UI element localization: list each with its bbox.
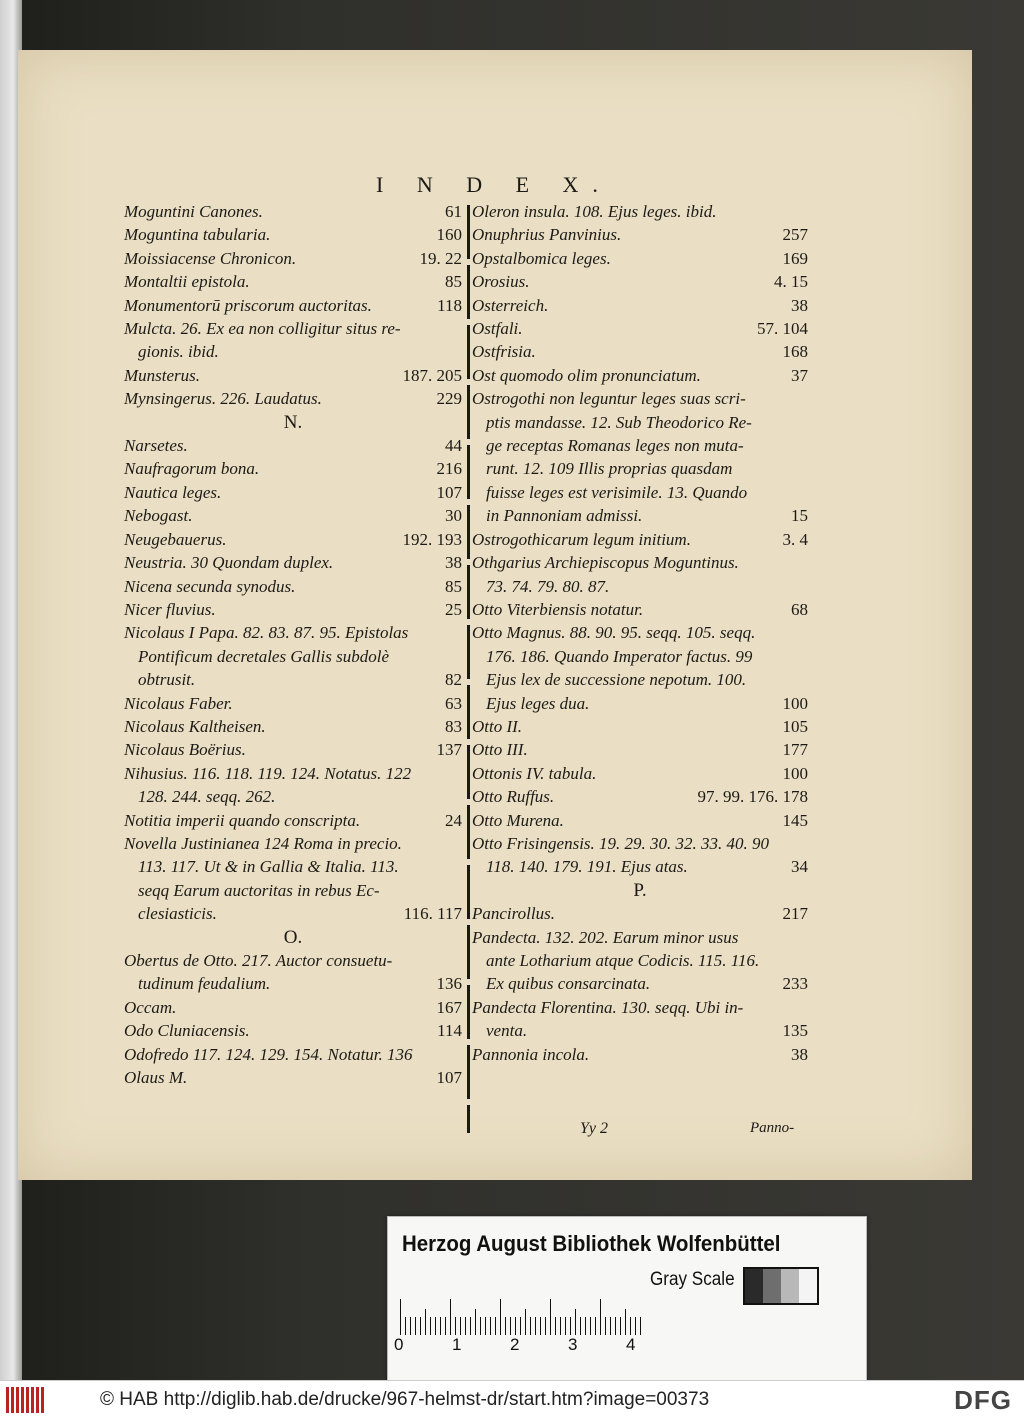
index-entry [472, 972, 808, 995]
index-entry [472, 715, 808, 738]
entry-text: Otto Frisingensis. 19. 29. 30. 32. 33. 40. 90 [472, 833, 770, 853]
entry-text: Ostfali. [472, 319, 523, 339]
column-divider [467, 205, 470, 1133]
entry-page-number: 100 [782, 693, 808, 713]
ruler-tick [480, 1317, 481, 1335]
entry-page-number: 118 [437, 295, 462, 315]
ruler-tick [430, 1317, 431, 1335]
entry-text: Obertus de Otto. 217. Auctor consuetu- [124, 951, 393, 970]
entry-text: venta. [486, 1021, 528, 1041]
entry-text: in Pannoniam admissi. [486, 506, 643, 526]
entry-text: Neustria. 30 Quondam duplex. [124, 553, 334, 573]
entry-text: Otto Viterbiensis notatur. [472, 599, 644, 619]
ruler-tick [510, 1317, 511, 1335]
ruler-tick [595, 1317, 596, 1335]
ruler-number: 0 [394, 1335, 404, 1354]
index-entry [124, 551, 462, 574]
ruler-tick [625, 1309, 626, 1335]
entry-text: Nicolaus Boërius. [124, 740, 246, 760]
gray-swatch [745, 1269, 763, 1303]
index-entry [124, 457, 462, 480]
ruler-tick [550, 1299, 551, 1335]
index-entry [472, 223, 808, 246]
ruler-tick [535, 1317, 536, 1335]
index-entry [472, 785, 808, 808]
ruler-tick [450, 1299, 451, 1335]
index-entry [124, 621, 462, 644]
index-entry [124, 738, 462, 761]
index-entry [124, 481, 462, 504]
index-entry [124, 317, 462, 340]
index-entry [472, 457, 808, 480]
entry-text: Ottonis IV. tabula. [472, 763, 597, 783]
ruler-tick [435, 1317, 436, 1335]
ruler-numbers [394, 1335, 654, 1357]
index-entry [124, 972, 462, 995]
ruler-tick [470, 1317, 471, 1335]
entry-page-number: 82 [445, 670, 462, 690]
ruler-tick [515, 1317, 516, 1335]
entry-text: Nicena secunda synodus. [124, 576, 296, 596]
entry-text: ptis mandasse. 12. Sub Theodorico Re- [486, 412, 752, 432]
index-entry [124, 692, 462, 715]
entry-page-number: 100 [782, 763, 808, 783]
entry-text: Nicer fluvius. [124, 599, 216, 619]
entry-text: Moguntina tabularia. [124, 225, 271, 245]
ruler-tick [590, 1317, 591, 1335]
ruler-tick [490, 1317, 491, 1335]
index-entry [124, 715, 462, 738]
entry-text: 128. 244. seqq. 262. [138, 787, 276, 807]
ruler-tick [610, 1317, 611, 1335]
index-entry [472, 738, 808, 761]
entry-text: Moissiacense Chronicon. [124, 248, 297, 268]
entry-page-number: 38 [445, 553, 462, 573]
entry-page-number: 34 [791, 857, 808, 877]
index-entry [472, 902, 808, 925]
entry-page-number: 177 [782, 740, 808, 760]
index-entry [124, 364, 462, 387]
index-entry [472, 598, 808, 621]
index-entry [124, 598, 462, 621]
signature-mark: Yy 2 [580, 1120, 608, 1137]
viewer-footer [0, 1380, 1024, 1420]
index-entry [472, 1043, 808, 1066]
entry-text: Naufragorum bona. [124, 459, 260, 479]
index-entry [472, 996, 808, 1019]
index-entry [124, 949, 462, 972]
entry-text: Nicolaus I Papa. 82. 83. 87. 95. Epistolas [124, 623, 409, 643]
index-entry [472, 528, 808, 551]
index-entry [472, 621, 808, 644]
entry-page-number: 160 [436, 225, 462, 245]
entry-page-number: 15 [791, 506, 808, 526]
index-entry [124, 247, 462, 270]
hab-logo-icon [6, 1387, 46, 1413]
ruler-number: 1 [452, 1335, 462, 1354]
entry-page-number: 116. 117 [403, 904, 462, 924]
index-entry [124, 645, 462, 668]
index-entry [472, 387, 808, 410]
index-entry [124, 528, 462, 551]
ruler-number: 4 [626, 1335, 636, 1354]
index-entry [472, 364, 808, 387]
entry-page-number: 97. 99. 176. 178 [697, 787, 808, 807]
entry-text: N. [283, 411, 303, 433]
entry-page-number: 3. 4 [782, 529, 808, 549]
entry-text: Montaltii epistola. [124, 272, 250, 292]
entry-text: fuisse leges est verisimile. 13. Quando [486, 482, 748, 502]
index-entry [472, 317, 808, 340]
index-entry [124, 785, 462, 808]
ruler-tick [605, 1317, 606, 1335]
index-entry [124, 668, 462, 691]
index-entry [472, 926, 808, 949]
entry-text: Nicolaus Faber. [124, 693, 233, 713]
entry-page-number: 44 [445, 436, 462, 456]
entry-text: Olaus M. [124, 1068, 188, 1088]
ruler-tick [420, 1317, 421, 1335]
entry-text: Ost quomodo olim pronunciatum. [472, 365, 701, 385]
entry-text: Munsterus. [124, 365, 201, 385]
ruler-tick [440, 1317, 441, 1335]
entry-page-number: 217 [782, 904, 808, 924]
ruler-tick [555, 1317, 556, 1335]
index-entry [472, 645, 808, 668]
ruler-tick [410, 1317, 411, 1335]
index-entry [472, 762, 808, 785]
entry-page-number: 169 [782, 248, 808, 268]
entry-text: clesiasticis. [138, 904, 217, 924]
entry-page-number: 68 [791, 599, 808, 619]
index-entry [472, 949, 808, 972]
index-entry [472, 1019, 808, 1042]
entry-text: Nautica leges. [124, 482, 222, 502]
ruler-tick [525, 1309, 526, 1335]
entry-page-number: 85 [445, 272, 462, 292]
entry-text: Occam. [124, 997, 177, 1017]
entry-page-number: 187. 205 [402, 365, 462, 385]
index-entry [472, 504, 808, 527]
ruler-tick [405, 1317, 406, 1335]
entry-text: gionis. ibid. [138, 342, 219, 362]
dfg-logo: DFG [954, 1385, 1012, 1415]
ruler-tick [570, 1317, 571, 1335]
entry-text: Moguntini Canones. [124, 202, 263, 221]
ruler-tick [545, 1317, 546, 1335]
entry-page-number: 30 [445, 506, 462, 526]
ruler-tick [615, 1317, 616, 1335]
footer-url[interactable]: © HAB http://diglib.hab.de/drucke/967-helmst-dr/start.htm?image=00373 [100, 1389, 710, 1410]
entry-page-number: 135 [782, 1021, 808, 1041]
ruler-tick [460, 1317, 461, 1335]
entry-page-number: 136 [436, 974, 462, 994]
entry-text: Mynsingerus. 226. Laudatus. [124, 389, 322, 409]
entry-text: Pontificum decretales Gallis subdolè [138, 646, 390, 666]
entry-text: seqq Earum auctoritas in rebus Ec- [138, 880, 380, 900]
entry-text: 113. 117. Ut & in Gallia & Italia. 113. [138, 857, 399, 877]
section-letter [124, 411, 462, 434]
entry-text: Ostfrisia. [472, 342, 536, 362]
index-entry [472, 551, 808, 574]
entry-text: Odofredo 117. 124. 129. 154. Notatur. 136 [124, 1044, 413, 1064]
index-entry [472, 481, 808, 504]
entry-text: obtrusit. [138, 670, 196, 690]
entry-text: Otto III. [472, 740, 528, 760]
entry-text: Oleron insula. 108. Ejus leges. ibid. [472, 202, 717, 221]
entry-text: Otto Ruffus. [472, 787, 555, 807]
entry-text: Nihusius. 116. 118. 119. 124. Notatus. 122 [124, 763, 412, 783]
library-color-card [387, 1216, 867, 1390]
entry-page-number: 38 [791, 1044, 808, 1064]
entry-text: ante Lotharium atque Codicis. 115. 116. [486, 951, 760, 970]
ruler-tick [530, 1317, 531, 1335]
ruler-tick [560, 1317, 561, 1335]
entry-text: Otto II. [472, 716, 523, 736]
entry-text: Osterreich. [472, 295, 549, 315]
library-name: Herzog August Bibliothek Wolfenbüttel [402, 1231, 781, 1256]
ruler-tick [565, 1317, 566, 1335]
index-entry [472, 200, 808, 223]
entry-page-number: 107 [436, 482, 462, 502]
entry-text: 176. 186. Quando Imperator factus. 99 [486, 646, 753, 666]
ruler-tick [600, 1299, 601, 1335]
ruler-tick [495, 1317, 496, 1335]
entry-text: Pancirollus. [472, 904, 555, 924]
index-entry [472, 832, 808, 855]
entry-page-number: 233 [782, 974, 808, 994]
entry-text: Narsetes. [124, 436, 188, 456]
gray-swatch [781, 1269, 799, 1303]
index-entry [472, 294, 808, 317]
entry-text: Ostrogothicarum legum initium. [472, 529, 691, 549]
entry-text: ge receptas Romanas leges non muta- [486, 436, 744, 456]
index-entry [472, 575, 808, 598]
book-page [18, 50, 972, 1180]
entry-text: Monumentorū priscorum auctoritas. [124, 295, 372, 315]
index-entry [472, 692, 808, 715]
ruler-tick [400, 1299, 401, 1335]
entry-text: Orosius. [472, 272, 530, 292]
index-entry [472, 340, 808, 363]
entry-page-number: 37 [791, 365, 808, 385]
entry-page-number: 167 [436, 997, 462, 1017]
entry-text: Opstalbomica leges. [472, 248, 611, 268]
index-entry [124, 1066, 462, 1089]
ruler-tick [520, 1317, 521, 1335]
entry-text: 118. 140. 179. 191. Ejus atas. [486, 857, 688, 877]
entry-text: Nicolaus Kaltheisen. [124, 716, 266, 736]
section-letter [124, 926, 462, 949]
index-entry [472, 809, 808, 832]
ruler-tick [465, 1317, 466, 1335]
ruler-tick [580, 1317, 581, 1335]
ruler-tick [540, 1317, 541, 1335]
entry-text: Odo Cluniacensis. [124, 1021, 250, 1041]
entry-page-number: 229 [436, 389, 462, 409]
index-entry [124, 879, 462, 902]
entry-page-number: 19. 22 [419, 248, 462, 268]
ruler-tick [445, 1317, 446, 1335]
entry-page-number: 25 [445, 599, 462, 619]
entry-text: Ostrogothi non leguntur leges suas scri- [472, 389, 746, 409]
ruler-tick [620, 1317, 621, 1335]
ruler-tick [415, 1317, 416, 1335]
entry-page-number: 63 [445, 693, 462, 713]
index-entry [472, 247, 808, 270]
section-letter [472, 879, 808, 902]
page-title: I N D E X. [376, 172, 612, 197]
index-entry [124, 223, 462, 246]
entry-text: Nebogast. [124, 506, 193, 526]
index-entry [124, 504, 462, 527]
catchword: Panno- [750, 1120, 795, 1136]
entry-page-number: 57. 104 [757, 319, 808, 339]
entry-page-number: 105 [782, 716, 808, 736]
gray-scale-swatches [743, 1267, 819, 1305]
entry-text: Pandecta Florentina. 130. seqq. Ubi in- [472, 997, 744, 1017]
index-entry [124, 294, 462, 317]
entry-text: Neugebauerus. [124, 529, 227, 549]
entry-page-number: 216 [436, 459, 462, 479]
index-entry [124, 832, 462, 855]
ruler-number: 2 [510, 1335, 520, 1354]
entry-text: Ex quibus consarcinata. [486, 974, 651, 994]
ruler-tick [630, 1317, 631, 1335]
index-entry [472, 411, 808, 434]
entry-page-number: 24 [445, 810, 462, 830]
entry-text: Notitia imperii quando conscripta. [124, 810, 361, 830]
gray-swatch [799, 1269, 817, 1303]
ruler-number: 3 [568, 1335, 578, 1354]
index-entry [124, 762, 462, 785]
entry-page-number: 114 [437, 1021, 462, 1041]
index-entry [124, 855, 462, 878]
entry-text: P. [633, 879, 647, 901]
entry-text: Mulcta. 26. Ex ea non colligitur situs re- [124, 319, 401, 339]
ruler-tick [505, 1317, 506, 1335]
entry-page-number: 192. 193 [402, 529, 462, 549]
entry-text: Ejus lex de successione nepotum. 100. [486, 670, 747, 690]
entry-page-number: 107 [436, 1068, 462, 1088]
entry-text: Novella Justinianea 124 Roma in precio. [124, 833, 402, 853]
left-column [124, 200, 462, 1089]
entry-text: Pandecta. 132. 202. Earum minor usus [472, 927, 739, 947]
index-entry [472, 270, 808, 293]
entry-page-number: 257 [782, 225, 808, 245]
ruler-tick [500, 1299, 501, 1335]
entry-text: runt. 12. 109 Illis proprias quasdam [486, 459, 733, 479]
index-entry [472, 855, 808, 878]
index-entry [124, 200, 462, 223]
entry-text: O. [283, 926, 303, 948]
ruler-tick [640, 1317, 641, 1335]
gray-scale-label: Gray Scale [650, 1269, 735, 1290]
entry-text: Ejus leges dua. [486, 693, 590, 713]
entry-text: Othgarius Archiepiscopus Moguntinus. [472, 553, 739, 573]
entry-text: Onuphrius Panvinius. [472, 225, 622, 245]
index-entry [124, 1019, 462, 1042]
entry-page-number: 4. 15 [774, 272, 808, 292]
index-entry [124, 996, 462, 1019]
gray-swatch [763, 1269, 781, 1303]
entry-page-number: 83 [445, 716, 462, 736]
index-entry [124, 1043, 462, 1066]
ruler-tick [585, 1317, 586, 1335]
index-entry [124, 270, 462, 293]
entry-page-number: 168 [782, 342, 808, 362]
index-entry [472, 668, 808, 691]
entry-page-number: 61 [445, 202, 462, 221]
ruler-tick [575, 1309, 576, 1335]
scale-ruler [400, 1295, 640, 1335]
index-entry [124, 434, 462, 457]
ruler-tick [425, 1309, 426, 1335]
entry-text: Pannonia incola. [472, 1044, 590, 1064]
index-entry [124, 575, 462, 598]
entry-page-number: 145 [782, 810, 808, 830]
index-entry [124, 809, 462, 832]
entry-page-number: 137 [436, 740, 462, 760]
ruler-tick [635, 1317, 636, 1335]
index-entry [124, 387, 462, 410]
entry-page-number: 38 [791, 295, 808, 315]
entry-text: Otto Magnus. 88. 90. 95. seqq. 105. seqq. [472, 623, 756, 643]
index-entry [124, 340, 462, 363]
ruler-tick [485, 1317, 486, 1335]
index-entry [124, 902, 462, 925]
entry-page-number: 85 [445, 576, 462, 596]
index-entry [472, 434, 808, 457]
entry-text: Otto Murena. [472, 810, 564, 830]
entry-text: 73. 74. 79. 80. 87. [486, 576, 610, 596]
right-column [472, 200, 808, 1066]
ruler-tick [475, 1309, 476, 1335]
entry-text: tudinum feudalium. [138, 974, 271, 994]
ruler-tick [455, 1317, 456, 1335]
